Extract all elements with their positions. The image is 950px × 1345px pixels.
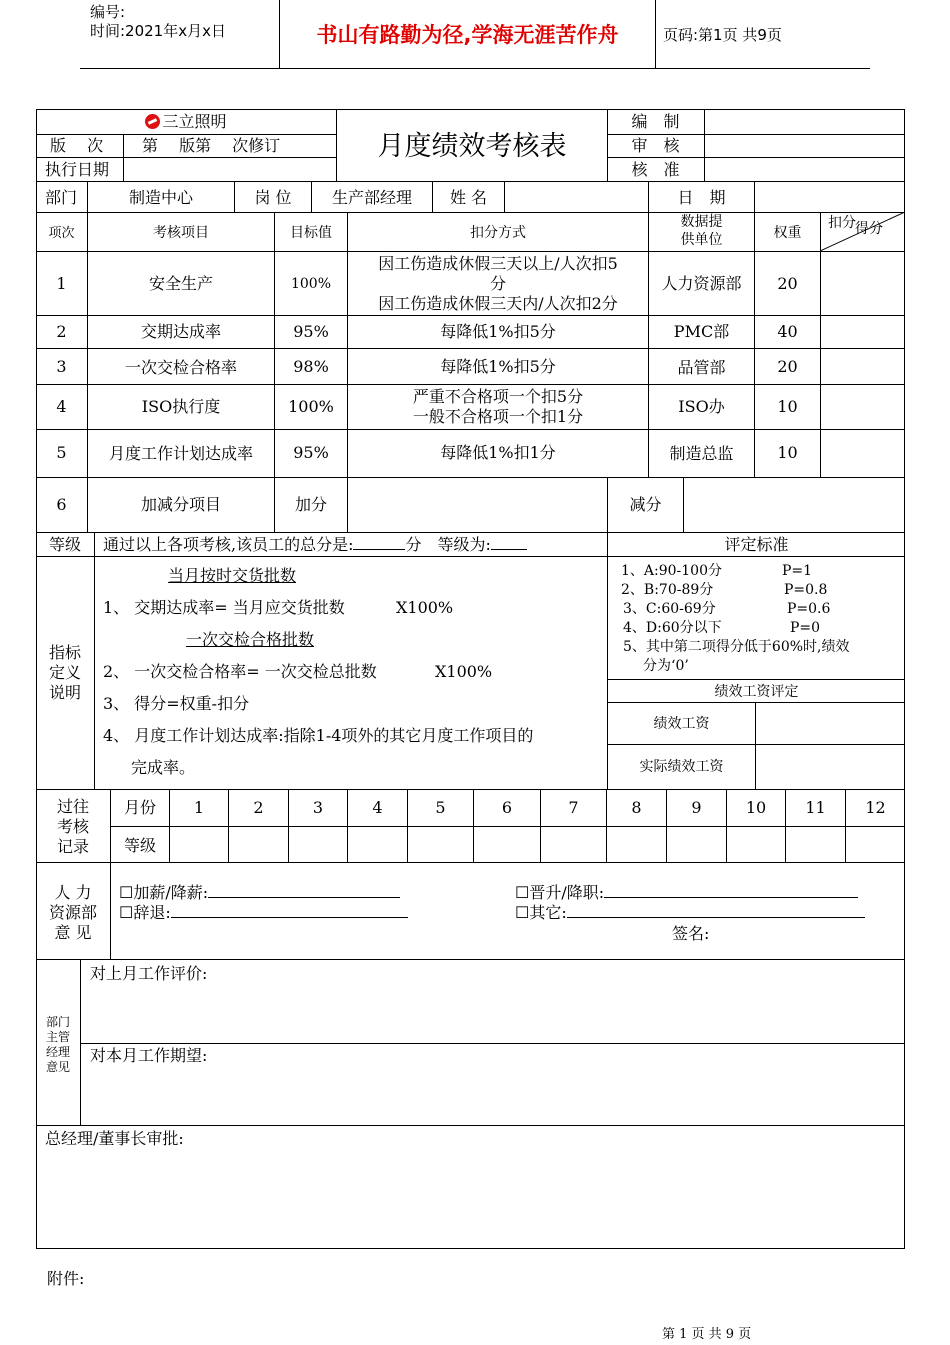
manager-this-month-label: 对本月工作期望: [90, 1046, 208, 1065]
hr-label-3: 意 见 [54, 923, 92, 942]
row-5-provider: 制造总监 [669, 444, 734, 463]
company-logo-icon [145, 114, 160, 129]
serial-label: 编号: [90, 3, 126, 21]
col-header-no: 项次 [48, 226, 75, 241]
row-2-method: 每降低1%扣5分 [440, 322, 556, 341]
date-label: 日 期 [677, 188, 726, 207]
row-6-item: 加减分项目 [140, 495, 221, 514]
month-9: 9 [691, 798, 702, 817]
formula-1: 1、 交期达成率= 当月应交货批数 [103, 598, 345, 617]
criteria-a: 1、A:90-100分 [621, 563, 723, 579]
name-label: 姓 名 [449, 188, 488, 207]
definition-label-1: 指标 [48, 643, 81, 662]
criteria-a-p: P=1 [782, 563, 813, 579]
row-5-item: 月度工作计划达成率 [108, 444, 253, 463]
col-header-weight: 权重 [773, 225, 802, 241]
row-1-method-2: 分 [489, 274, 506, 293]
hr-label [36, 883, 110, 943]
exec-date-label: 执行日期 [45, 160, 110, 179]
row-2-no: 2 [56, 322, 67, 341]
row-3-provider: 品管部 [677, 358, 726, 377]
row-1-no: 1 [56, 274, 67, 293]
row-4-target: 100% [288, 397, 334, 416]
sign-label-approve: 核 准 [631, 160, 680, 179]
col-header-target: 目标值 [290, 225, 332, 241]
hr-sign-label: 签名: [672, 924, 710, 943]
formula-4a: 4、 月度工作计划达成率:指除1-4项外的其它月度工作项目的 [103, 726, 534, 745]
hr-label-2: 资源部 [48, 903, 97, 922]
hr-label-1: 人 力 [54, 883, 92, 902]
formula-2-suffix: X100% [435, 662, 493, 681]
salary-title: 绩效工资评定 [714, 684, 799, 700]
manager-label-3: 经理 [45, 1045, 70, 1059]
manager-label-2: 主管 [45, 1030, 70, 1044]
month-11: 11 [805, 798, 826, 817]
row-6-no: 6 [56, 495, 67, 514]
month-4: 4 [372, 798, 383, 817]
manager-label [36, 1015, 80, 1075]
criteria-d: 4、D:60分以下 [623, 620, 722, 636]
hr-promote-blank[interactable] [604, 897, 858, 898]
row-2-provider: PMC部 [673, 322, 730, 341]
manager-label-1: 部门 [45, 1015, 70, 1029]
formula-2-numerator: 一次交检合格批数 [186, 630, 315, 649]
col-header-provider-1: 数据提 [680, 214, 723, 230]
month-12: 12 [865, 798, 886, 817]
definition-label-3: 说明 [48, 683, 81, 702]
hr-other-label: ☐其它: [515, 903, 567, 922]
row-3-method: 每降低1%扣5分 [440, 357, 556, 376]
company-logo [36, 112, 336, 132]
row-1-target: 100% [290, 276, 332, 292]
attachment-label: 附件: [47, 1269, 85, 1288]
post-value: 生产部经理 [331, 188, 412, 207]
history-label [36, 797, 110, 857]
row-1-provider: 人力资源部 [661, 274, 742, 293]
grade-sentence-b: 分 等级为: [405, 535, 491, 554]
formula-1-suffix: X100% [396, 598, 454, 617]
hr-promote-option[interactable] [515, 883, 858, 903]
month-1: 1 [193, 798, 205, 817]
row-3-no: 3 [56, 357, 67, 376]
col-header-score: 得分 [855, 221, 883, 237]
criteria-d-p: P=0 [790, 620, 821, 636]
row-5-method: 每降低1%扣1分 [440, 443, 556, 462]
row-1-weight: 20 [777, 274, 798, 293]
post-label: 岗 位 [254, 188, 292, 207]
definition-label [36, 643, 94, 703]
footer-page: 第 1 页 共 9 页 [662, 1327, 752, 1342]
row-6-add: 加分 [294, 495, 327, 514]
hr-dismiss-option[interactable] [119, 903, 408, 923]
month-6: 6 [501, 798, 513, 817]
row-4-method-2: 一般不合格项一个扣1分 [412, 407, 584, 426]
history-grade-label: 等级 [123, 836, 156, 855]
actual-salary-label: 实际绩效工资 [639, 759, 724, 775]
month-3: 3 [312, 798, 324, 817]
grade-sentence-a: 通过以上各项考核,该员工的总分是: [103, 535, 354, 554]
row-2-target: 95% [293, 322, 329, 341]
sign-label-edit: 编 制 [631, 112, 680, 131]
company-name: 三立照明 [162, 112, 227, 131]
header-page-info: 页码:第1页 共9页 [663, 25, 782, 44]
month-5: 5 [435, 798, 446, 817]
month-7: 7 [568, 798, 579, 817]
page-header [80, 0, 870, 69]
row-5-no: 5 [56, 443, 67, 462]
row-4-item: ISO执行度 [141, 397, 221, 416]
manager-last-month-label: 对上月工作评价: [90, 964, 208, 983]
sign-label-review: 审 核 [631, 136, 680, 155]
version-value: 第 版第 次修订 [142, 136, 281, 155]
row-2-item: 交期达成率 [140, 322, 221, 341]
criteria-note-2: 分为‘0’ [643, 658, 689, 674]
dept-label: 部门 [45, 188, 78, 207]
history-label-1: 过往 [56, 797, 89, 816]
criteria-c: 3、C:60-69分 [623, 601, 716, 617]
grade-blank[interactable] [491, 549, 527, 550]
col-header-deduct: 扣分 [828, 215, 856, 231]
row-1-item: 安全生产 [148, 274, 213, 293]
row-3-weight: 20 [777, 357, 798, 376]
month-2: 2 [253, 798, 264, 817]
row-6-sub: 减分 [629, 495, 662, 514]
total-score-blank[interactable] [353, 549, 405, 550]
salary-label: 绩效工资 [653, 716, 710, 732]
month-10: 10 [745, 798, 767, 817]
manager-label-4: 意见 [45, 1060, 70, 1074]
criteria-c-p: P=0.6 [787, 601, 831, 617]
grade-label: 等级 [48, 535, 81, 554]
header-meta [80, 0, 280, 68]
row-4-provider: ISO办 [678, 397, 725, 416]
time-label: 时间:2021年x月x日 [90, 22, 226, 40]
col-header-method: 扣分方式 [470, 225, 526, 241]
hr-dismiss-blank[interactable] [171, 917, 408, 918]
hr-raise-label: ☐加薪/降薪: [119, 883, 209, 902]
header-motto: 书山有路勤为径,学海无涯苦作舟 [280, 0, 656, 68]
row-3-item: 一次交检合格率 [124, 358, 237, 377]
hr-other-blank[interactable] [567, 917, 865, 918]
formula-2: 2、 一次交检合格率= 一次交检总批数 [103, 662, 377, 681]
criteria-b-p: P=0.8 [784, 582, 828, 598]
criteria-note-1: 5、其中第二项得分低于60%时,绩效 [623, 639, 850, 655]
row-1-method-3: 因工伤造成休假三天内/人次扣2分 [378, 294, 618, 313]
col-header-item: 考核项目 [153, 225, 209, 241]
col-header-provider-2: 供单位 [680, 232, 723, 248]
version-label: 版 次 [50, 136, 104, 155]
row-1-method-1: 因工伤造成休假三天以上/人次扣5 [378, 254, 618, 273]
row-4-weight: 10 [777, 397, 798, 416]
row-2-weight: 40 [777, 322, 798, 341]
row-4-no: 4 [56, 397, 67, 416]
criteria-title: 评定标准 [724, 535, 789, 554]
hr-promote-label: ☐晋升/降职: [515, 883, 605, 902]
formula-3: 3、 得分=权重-扣分 [103, 694, 250, 713]
formula-1-numerator: 当月按时交货批数 [168, 566, 297, 585]
month-8: 8 [631, 798, 642, 817]
row-4-method-1: 严重不合格项一个扣5分 [412, 387, 584, 406]
row-5-target: 95% [293, 443, 329, 462]
month-label: 月份 [123, 798, 156, 817]
row-3-target: 98% [293, 357, 329, 376]
form-title: 月度绩效考核表 [377, 131, 567, 162]
gm-approval-label: 总经理/董事长审批: [45, 1129, 184, 1148]
history-label-3: 记录 [56, 837, 89, 856]
hr-raise-blank[interactable] [208, 897, 400, 898]
row-5-weight: 10 [777, 443, 798, 462]
history-label-2: 考核 [56, 817, 89, 836]
hr-dismiss-label: ☐辞退: [119, 903, 171, 922]
hr-other-option[interactable] [515, 903, 865, 923]
dept-value: 制造中心 [128, 188, 193, 207]
formula-4b: 完成率。 [131, 758, 196, 777]
grade-sentence [103, 535, 527, 555]
hr-raise-option[interactable] [119, 883, 400, 903]
criteria-b: 2、B:70-89分 [621, 582, 714, 598]
definition-label-2: 定义 [48, 663, 81, 682]
